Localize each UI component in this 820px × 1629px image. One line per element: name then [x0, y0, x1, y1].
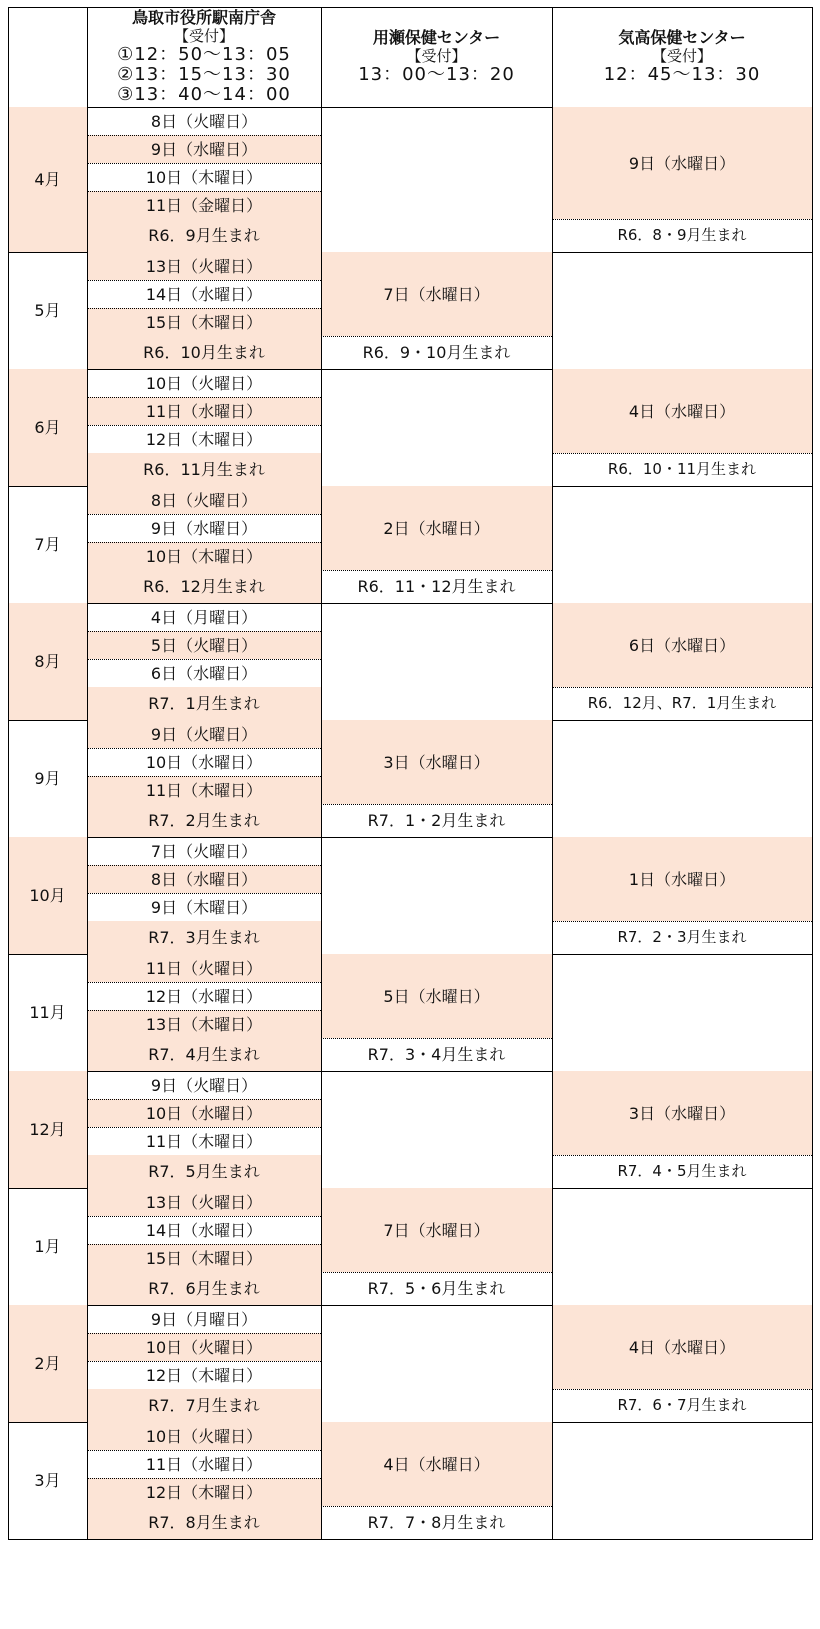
birth-month-label: R7．3月生まれ [87, 921, 321, 954]
row-divider [87, 280, 321, 281]
date-entry: 12日（木曜日） [87, 1478, 321, 1506]
row-divider [87, 1127, 321, 1128]
date-entry: 9日（木曜日） [150, 897, 258, 917]
mochigase-birth-label: R6．11・12月生まれ [357, 577, 516, 596]
row-divider [87, 1450, 321, 1451]
date-entry: 10日（木曜日） [87, 542, 321, 570]
birth-month-label: R7．2月生まれ [87, 804, 321, 837]
date-entry: 12日（水曜日） [145, 986, 263, 1006]
month-label: 6月 [8, 369, 87, 486]
month-label: 3月 [34, 1471, 61, 1490]
ketaka-date: 1日（水曜日） [552, 837, 812, 921]
ketaka-birth-label: R7．4・5月生まれ [617, 1162, 747, 1180]
month-label: 5月 [34, 301, 61, 320]
row-divider [87, 1010, 321, 1011]
header-ketaka-title: 気高保健センター [618, 28, 746, 47]
date-entry: 10日（火曜日） [87, 1422, 321, 1450]
header-ketaka-time: 12：45～13：30 [603, 64, 761, 85]
month-label: 1月 [34, 1237, 61, 1256]
schedule-table [8, 7, 812, 1621]
birth-month-label: R6．12月生まれ [87, 570, 321, 603]
row-divider [87, 425, 321, 426]
header-mochigase-note: 【受付】 [406, 47, 467, 65]
row-divider [87, 1333, 321, 1334]
birth-month-label: R7．1月生まれ [87, 687, 321, 720]
date-entry: 12日（木曜日） [145, 429, 263, 449]
column-border [8, 7, 9, 1540]
birth-month-label: R6．11月生まれ [87, 453, 321, 486]
date-entry: 13日（木曜日） [87, 1010, 321, 1038]
ketaka-date: 4日（水曜日） [552, 1305, 812, 1389]
date-entry: 15日（木曜日） [87, 308, 321, 336]
row-divider [87, 1361, 321, 1362]
birth-month-label: R7．6月生まれ [87, 1272, 321, 1305]
header-ekinan-note: 【受付】 [173, 27, 234, 45]
month-label: 4月 [8, 107, 87, 252]
date-entry: 11日（火曜日） [87, 954, 321, 982]
row-divider [87, 659, 321, 660]
row-divider [87, 982, 321, 983]
date-entry: 14日（水曜日） [145, 1220, 263, 1240]
date-entry: 11日（木曜日） [145, 1131, 263, 1151]
row-divider [87, 135, 321, 136]
mochigase-birth-label: R7．7・8月生まれ [367, 1513, 506, 1532]
column-border [552, 7, 553, 1540]
date-entry: 8日（水曜日） [87, 865, 321, 893]
date-entry: 15日（木曜日） [87, 1244, 321, 1272]
row-divider [87, 163, 321, 164]
date-entry: 7日（火曜日） [150, 841, 258, 861]
ketaka-date: 3日（水曜日） [552, 1071, 812, 1155]
ketaka-birth-label: R7．2・3月生まれ [617, 928, 747, 946]
row-divider [87, 1099, 321, 1100]
header-ekinan-title: 鳥取市役所駅南庁舎 [131, 8, 276, 27]
date-entry: 5日（火曜日） [87, 631, 321, 659]
row-divider [87, 397, 321, 398]
date-entry: 11日（水曜日） [87, 397, 321, 425]
table-top-border [8, 7, 813, 8]
ketaka-date: 4日（水曜日） [552, 369, 812, 453]
row-divider [87, 748, 321, 749]
column-border [321, 7, 322, 1540]
month-label: 12月 [8, 1071, 87, 1188]
date-entry: 9日（水曜日） [150, 518, 258, 538]
header-ekinan-time-3: ③13：40～14：00 [117, 84, 291, 105]
birth-month-label: R6．10月生まれ [87, 336, 321, 369]
month-label: 10月 [8, 837, 87, 954]
birth-month-label: R7．4月生まれ [87, 1038, 321, 1071]
header-ketaka-note: 【受付】 [651, 47, 712, 65]
ketaka-birth-label: R7．6・7月生まれ [617, 1396, 747, 1414]
row-divider [87, 865, 321, 866]
mochigase-date: 7日（水曜日） [321, 1188, 552, 1272]
date-entry: 14日（水曜日） [145, 284, 263, 304]
birth-month-label: R7．8月生まれ [87, 1506, 321, 1539]
row-divider [87, 631, 321, 632]
month-label: 2月 [8, 1305, 87, 1422]
date-entry: 10日（水曜日） [87, 1099, 321, 1127]
month-label: 11月 [29, 1003, 66, 1022]
mochigase-birth-label: R7．1・2月生まれ [367, 811, 506, 830]
header-mochigase-title: 用瀬保健センター [372, 28, 501, 47]
date-entry: 8日（火曜日） [150, 111, 258, 131]
month-label: 8月 [8, 603, 87, 720]
row-divider [87, 776, 321, 777]
date-entry: 10日（木曜日） [145, 167, 263, 187]
date-entry: 6日（水曜日） [150, 663, 258, 683]
header-ekinan-time-1: ①12：50～13：05 [117, 44, 291, 65]
date-entry: 11日（水曜日） [145, 1454, 263, 1474]
birth-month-label: R7．7月生まれ [87, 1389, 321, 1422]
date-entry: 9日（火曜日） [150, 1075, 258, 1095]
header-ekinan-time-2: ②13：15～13：30 [117, 64, 291, 85]
row-divider [87, 191, 321, 192]
column-border [87, 7, 88, 1540]
date-entry: 13日（火曜日） [87, 252, 321, 280]
date-entry: 11日（金曜日） [87, 191, 321, 219]
mochigase-date: 4日（水曜日） [321, 1422, 552, 1506]
header-ketaka [552, 7, 812, 107]
date-entry: 4日（月曜日） [150, 607, 258, 627]
column-border [812, 7, 813, 1540]
mochigase-date: 7日（水曜日） [321, 252, 552, 336]
row-divider [87, 893, 321, 894]
date-entry: 12日（木曜日） [145, 1365, 263, 1385]
header-ekinan [87, 7, 321, 107]
ketaka-birth-label: R6．8・9月生まれ [617, 226, 747, 244]
date-entry: 8日（火曜日） [87, 486, 321, 514]
ketaka-date: 6日（水曜日） [552, 603, 812, 687]
month-label: 9月 [34, 769, 61, 788]
mochigase-date: 2日（水曜日） [321, 486, 552, 570]
birth-month-label: R6．9月生まれ [87, 219, 321, 252]
row-divider [87, 308, 321, 309]
date-entry: 9日（水曜日） [87, 135, 321, 163]
mochigase-date: 5日（水曜日） [321, 954, 552, 1038]
date-entry: 9日（火曜日） [87, 720, 321, 748]
mochigase-birth-label: R7．5・6月生まれ [367, 1279, 506, 1298]
date-entry: 9日（月曜日） [150, 1309, 258, 1329]
row-divider [87, 1478, 321, 1479]
month-separator [8, 1539, 813, 1540]
mochigase-birth-label: R7．3・4月生まれ [367, 1045, 506, 1064]
birth-month-label: R7．5月生まれ [87, 1155, 321, 1188]
month-label: 7月 [34, 535, 61, 554]
header-mochigase-time: 13：00～13：20 [358, 64, 515, 85]
date-entry: 10日（水曜日） [145, 752, 263, 772]
date-entry: 10日（火曜日） [145, 373, 263, 393]
ketaka-date: 9日（水曜日） [552, 107, 812, 219]
ketaka-birth-label: R6．10・11月生まれ [607, 460, 757, 478]
mochigase-date: 3日（水曜日） [321, 720, 552, 804]
row-divider [87, 1244, 321, 1245]
ketaka-birth-label: R6．12月、R7．1月生まれ [587, 694, 777, 712]
date-entry: 13日（火曜日） [87, 1188, 321, 1216]
row-divider [87, 542, 321, 543]
date-entry: 10日（火曜日） [87, 1333, 321, 1361]
header-mochigase [321, 7, 552, 107]
date-entry: 11日（木曜日） [87, 776, 321, 804]
mochigase-birth-label: R6．9・10月生まれ [362, 343, 511, 362]
row-divider [87, 514, 321, 515]
row-divider [87, 1216, 321, 1217]
